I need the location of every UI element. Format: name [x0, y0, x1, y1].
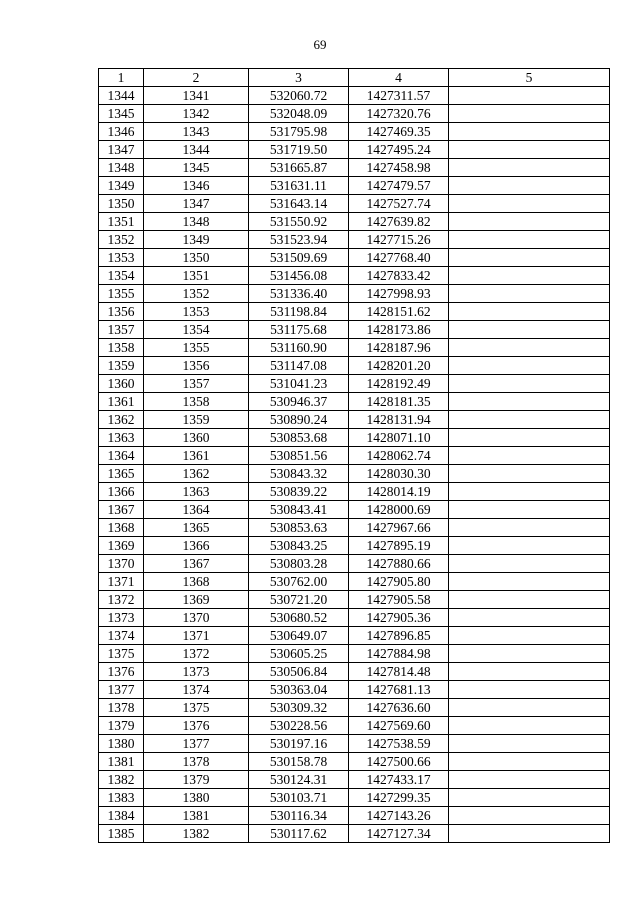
table-cell-col-4: 1428062.74 [349, 447, 449, 465]
table-cell-col-2: 1372 [144, 645, 249, 663]
table-cell-col-4: 1428181.35 [349, 393, 449, 411]
table-cell-col-4: 1427311.57 [349, 87, 449, 105]
table-cell-col-1: 1376 [99, 663, 144, 681]
table-cell-col-1: 1364 [99, 447, 144, 465]
table-row [99, 627, 610, 645]
table-cell-col-1: 1354 [99, 267, 144, 285]
table-cell-col-4: 1427768.40 [349, 249, 449, 267]
table-cell-col-4: 1427998.93 [349, 285, 449, 303]
table-cell-col-2: 1351 [144, 267, 249, 285]
table-cell-col-2: 1368 [144, 573, 249, 591]
table-cell-col-5 [449, 465, 610, 483]
table-cell-col-3: 531198.84 [249, 303, 349, 321]
table-cell-col-3: 530851.56 [249, 447, 349, 465]
table-cell-col-3: 530946.37 [249, 393, 349, 411]
table-cell-col-2: 1364 [144, 501, 249, 519]
table-row [99, 807, 610, 825]
table-cell-col-2: 1381 [144, 807, 249, 825]
table-cell-col-4: 1427814.48 [349, 663, 449, 681]
table-cell-col-1: 1367 [99, 501, 144, 519]
table-cell-col-5 [449, 411, 610, 429]
table-row [99, 771, 610, 789]
table-cell-col-2: 1345 [144, 159, 249, 177]
table-cell-col-2: 1353 [144, 303, 249, 321]
table-cell-col-1: 1352 [99, 231, 144, 249]
table-row [99, 87, 610, 105]
table-cell-col-4: 1427569.60 [349, 717, 449, 735]
table-cell-col-2: 1366 [144, 537, 249, 555]
table-cell-col-4: 1427715.26 [349, 231, 449, 249]
table-cell-col-5 [449, 213, 610, 231]
table-cell-col-2: 1354 [144, 321, 249, 339]
table-cell-col-4: 1427905.36 [349, 609, 449, 627]
table-cell-col-3: 530680.52 [249, 609, 349, 627]
table-cell-col-1: 1360 [99, 375, 144, 393]
table-cell-col-3: 530843.25 [249, 537, 349, 555]
table-row [99, 213, 610, 231]
table-cell-col-3: 530103.71 [249, 789, 349, 807]
table-cell-col-5 [449, 519, 610, 537]
table-cell-col-2: 1346 [144, 177, 249, 195]
table-cell-col-4: 1427833.42 [349, 267, 449, 285]
table-cell-col-3: 531509.69 [249, 249, 349, 267]
column-header-1: 1 [99, 69, 144, 87]
column-header-2: 2 [144, 69, 249, 87]
table-cell-col-3: 530309.32 [249, 699, 349, 717]
table-cell-col-2: 1342 [144, 105, 249, 123]
table-row [99, 429, 610, 447]
table-cell-col-3: 531665.87 [249, 159, 349, 177]
table-cell-col-2: 1361 [144, 447, 249, 465]
table-cell-col-2: 1365 [144, 519, 249, 537]
table-cell-col-1: 1346 [99, 123, 144, 141]
table-cell-col-4: 1427895.19 [349, 537, 449, 555]
table-cell-col-5 [449, 681, 610, 699]
table-row [99, 141, 610, 159]
table-cell-col-3: 530228.56 [249, 717, 349, 735]
table-cell-col-4: 1428071.10 [349, 429, 449, 447]
table-cell-col-2: 1367 [144, 555, 249, 573]
table-cell-col-4: 1428173.86 [349, 321, 449, 339]
table-cell-col-4: 1427433.17 [349, 771, 449, 789]
table-cell-col-5 [449, 159, 610, 177]
table-cell-col-3: 531523.94 [249, 231, 349, 249]
table-row [99, 825, 610, 843]
table-cell-col-5 [449, 645, 610, 663]
table-cell-col-2: 1341 [144, 87, 249, 105]
table-cell-col-2: 1382 [144, 825, 249, 843]
table-cell-col-3: 531456.08 [249, 267, 349, 285]
table-cell-col-1: 1361 [99, 393, 144, 411]
table-cell-col-3: 530117.62 [249, 825, 349, 843]
table-cell-col-2: 1369 [144, 591, 249, 609]
table-cell-col-4: 1427527.74 [349, 195, 449, 213]
table-cell-col-4: 1427884.98 [349, 645, 449, 663]
table-cell-col-1: 1377 [99, 681, 144, 699]
table-cell-col-5 [449, 555, 610, 573]
table-row [99, 591, 610, 609]
table-row [99, 411, 610, 429]
column-header-4: 4 [349, 69, 449, 87]
table-cell-col-2: 1355 [144, 339, 249, 357]
table-cell-col-1: 1345 [99, 105, 144, 123]
table-row [99, 447, 610, 465]
table-cell-col-4: 1428030.30 [349, 465, 449, 483]
table-cell-col-1: 1349 [99, 177, 144, 195]
table-cell-col-3: 530843.32 [249, 465, 349, 483]
table-cell-col-4: 1427458.98 [349, 159, 449, 177]
table-cell-col-3: 531175.68 [249, 321, 349, 339]
table-row [99, 789, 610, 807]
table-cell-col-4: 1427967.66 [349, 519, 449, 537]
table-cell-col-5 [449, 789, 610, 807]
table-cell-col-3: 530605.25 [249, 645, 349, 663]
table-cell-col-5 [449, 375, 610, 393]
table-cell-col-2: 1377 [144, 735, 249, 753]
table-cell-col-5 [449, 663, 610, 681]
table-cell-col-2: 1374 [144, 681, 249, 699]
table-cell-col-5 [449, 339, 610, 357]
table-cell-col-4: 1427469.35 [349, 123, 449, 141]
table-cell-col-4: 1428131.94 [349, 411, 449, 429]
table-cell-col-2: 1370 [144, 609, 249, 627]
table-cell-col-2: 1375 [144, 699, 249, 717]
table-cell-col-4: 1427880.66 [349, 555, 449, 573]
table-cell-col-2: 1343 [144, 123, 249, 141]
table-row [99, 393, 610, 411]
table-cell-col-1: 1385 [99, 825, 144, 843]
table-row [99, 483, 610, 501]
table-cell-col-5 [449, 825, 610, 843]
column-header-3: 3 [249, 69, 349, 87]
table-cell-col-5 [449, 87, 610, 105]
table-cell-col-5 [449, 231, 610, 249]
table-cell-col-4: 1428000.69 [349, 501, 449, 519]
table-row [99, 339, 610, 357]
table-cell-col-2: 1362 [144, 465, 249, 483]
table-cell-col-4: 1427479.57 [349, 177, 449, 195]
column-header-5: 5 [449, 69, 610, 87]
table-cell-col-4: 1428192.49 [349, 375, 449, 393]
table-cell-col-3: 531643.14 [249, 195, 349, 213]
table-row [99, 555, 610, 573]
table-cell-col-5 [449, 447, 610, 465]
table-cell-col-2: 1349 [144, 231, 249, 249]
table-cell-col-1: 1351 [99, 213, 144, 231]
table-cell-col-3: 531719.50 [249, 141, 349, 159]
table-cell-col-1: 1382 [99, 771, 144, 789]
table-cell-col-2: 1373 [144, 663, 249, 681]
table-cell-col-4: 1427896.85 [349, 627, 449, 645]
table-row [99, 267, 610, 285]
table-cell-col-4: 1427500.66 [349, 753, 449, 771]
table-cell-col-5 [449, 537, 610, 555]
table-cell-col-3: 532060.72 [249, 87, 349, 105]
table-cell-col-2: 1356 [144, 357, 249, 375]
table-cell-col-2: 1379 [144, 771, 249, 789]
table-row [99, 321, 610, 339]
table-cell-col-4: 1427320.76 [349, 105, 449, 123]
table-cell-col-2: 1357 [144, 375, 249, 393]
table-cell-col-4: 1427143.26 [349, 807, 449, 825]
table-cell-col-4: 1427905.58 [349, 591, 449, 609]
table-cell-col-3: 530124.31 [249, 771, 349, 789]
table-cell-col-4: 1427639.82 [349, 213, 449, 231]
table-cell-col-3: 530197.16 [249, 735, 349, 753]
table-row [99, 231, 610, 249]
table-cell-col-1: 1378 [99, 699, 144, 717]
table-row [99, 717, 610, 735]
table-cell-col-4: 1428187.96 [349, 339, 449, 357]
table-row [99, 123, 610, 141]
table-cell-col-4: 1427299.35 [349, 789, 449, 807]
table-cell-col-3: 531631.11 [249, 177, 349, 195]
table-row [99, 753, 610, 771]
page-number: 69 [313, 37, 327, 52]
table-cell-col-5 [449, 141, 610, 159]
table-row [99, 195, 610, 213]
table-cell-col-5 [449, 771, 610, 789]
table-row [99, 735, 610, 753]
table-cell-col-5 [449, 303, 610, 321]
table-cell-col-4: 1427495.24 [349, 141, 449, 159]
table-row [99, 357, 610, 375]
table-cell-col-1: 1357 [99, 321, 144, 339]
table-cell-col-5 [449, 735, 610, 753]
table-cell-col-1: 1369 [99, 537, 144, 555]
table-row [99, 249, 610, 267]
table-cell-col-1: 1359 [99, 357, 144, 375]
table-cell-col-4: 1427905.80 [349, 573, 449, 591]
table-row [99, 177, 610, 195]
table-cell-col-1: 1363 [99, 429, 144, 447]
table-cell-col-2: 1380 [144, 789, 249, 807]
table-cell-col-3: 531336.40 [249, 285, 349, 303]
table-cell-col-1: 1371 [99, 573, 144, 591]
table-cell-col-1: 1362 [99, 411, 144, 429]
table-cell-col-1: 1374 [99, 627, 144, 645]
table-cell-col-5 [449, 717, 610, 735]
table-row [99, 537, 610, 555]
table-cell-col-1: 1370 [99, 555, 144, 573]
table-cell-col-3: 531550.92 [249, 213, 349, 231]
table-cell-col-4: 1428201.20 [349, 357, 449, 375]
table-cell-col-5 [449, 483, 610, 501]
table-cell-col-2: 1359 [144, 411, 249, 429]
table-row [99, 663, 610, 681]
table-cell-col-3: 530721.20 [249, 591, 349, 609]
table-cell-col-1: 1353 [99, 249, 144, 267]
table-cell-col-5 [449, 177, 610, 195]
table-cell-col-5 [449, 123, 610, 141]
table-cell-col-3: 530839.22 [249, 483, 349, 501]
table-cell-col-4: 1427636.60 [349, 699, 449, 717]
coordinates-table [98, 68, 610, 843]
table-cell-col-3: 532048.09 [249, 105, 349, 123]
table-cell-col-2: 1371 [144, 627, 249, 645]
table-row [99, 375, 610, 393]
table-cell-col-3: 530803.28 [249, 555, 349, 573]
table-cell-col-5 [449, 429, 610, 447]
header-row [99, 69, 610, 87]
table-cell-col-1: 1355 [99, 285, 144, 303]
table-cell-col-1: 1375 [99, 645, 144, 663]
table-row [99, 285, 610, 303]
table-cell-col-5 [449, 285, 610, 303]
table-cell-col-4: 1427538.59 [349, 735, 449, 753]
table-cell-col-5 [449, 321, 610, 339]
table-row [99, 681, 610, 699]
table-cell-col-1: 1380 [99, 735, 144, 753]
table-cell-col-1: 1350 [99, 195, 144, 213]
table-cell-col-5 [449, 105, 610, 123]
table-cell-col-5 [449, 501, 610, 519]
table-cell-col-1: 1347 [99, 141, 144, 159]
table-cell-col-3: 530158.78 [249, 753, 349, 771]
table-cell-col-5 [449, 195, 610, 213]
table-cell-col-1: 1373 [99, 609, 144, 627]
table-row [99, 303, 610, 321]
table-cell-col-3: 530853.68 [249, 429, 349, 447]
table-cell-col-5 [449, 699, 610, 717]
table-cell-col-1: 1344 [99, 87, 144, 105]
table-cell-col-2: 1344 [144, 141, 249, 159]
table-row [99, 609, 610, 627]
table-cell-col-2: 1348 [144, 213, 249, 231]
table-cell-col-5 [449, 357, 610, 375]
table-cell-col-1: 1372 [99, 591, 144, 609]
table-cell-col-1: 1366 [99, 483, 144, 501]
table-row [99, 645, 610, 663]
table-cell-col-2: 1352 [144, 285, 249, 303]
table-row [99, 159, 610, 177]
table-cell-col-1: 1381 [99, 753, 144, 771]
table-cell-col-1: 1365 [99, 465, 144, 483]
table-cell-col-1: 1379 [99, 717, 144, 735]
table-cell-col-5 [449, 393, 610, 411]
table-header [99, 69, 610, 87]
table-cell-col-3: 531041.23 [249, 375, 349, 393]
table-cell-col-1: 1383 [99, 789, 144, 807]
table-cell-col-1: 1356 [99, 303, 144, 321]
table-row [99, 465, 610, 483]
table-cell-col-5 [449, 807, 610, 825]
table-cell-col-3: 530853.63 [249, 519, 349, 537]
table-cell-col-5 [449, 249, 610, 267]
table-row [99, 501, 610, 519]
table-row [99, 105, 610, 123]
table-cell-col-2: 1358 [144, 393, 249, 411]
table-cell-col-5 [449, 267, 610, 285]
table-cell-col-2: 1347 [144, 195, 249, 213]
table-cell-col-3: 530506.84 [249, 663, 349, 681]
table-cell-col-5 [449, 753, 610, 771]
table-cell-col-4: 1428151.62 [349, 303, 449, 321]
table-cell-col-3: 530116.34 [249, 807, 349, 825]
table-cell-col-1: 1348 [99, 159, 144, 177]
table-cell-col-4: 1427681.13 [349, 681, 449, 699]
table-row [99, 699, 610, 717]
table-cell-col-3: 530843.41 [249, 501, 349, 519]
table-cell-col-1: 1384 [99, 807, 144, 825]
table-cell-col-1: 1358 [99, 339, 144, 357]
table-cell-col-2: 1360 [144, 429, 249, 447]
table-cell-col-2: 1378 [144, 753, 249, 771]
table-cell-col-2: 1350 [144, 249, 249, 267]
table-row [99, 519, 610, 537]
table-cell-col-5 [449, 627, 610, 645]
table-cell-col-3: 531160.90 [249, 339, 349, 357]
table-cell-col-3: 530890.24 [249, 411, 349, 429]
table-cell-col-3: 530649.07 [249, 627, 349, 645]
table-cell-col-2: 1363 [144, 483, 249, 501]
table-cell-col-5 [449, 573, 610, 591]
table-cell-col-4: 1427127.34 [349, 825, 449, 843]
table-cell-col-3: 531147.08 [249, 357, 349, 375]
table-cell-col-3: 531795.98 [249, 123, 349, 141]
table-body [99, 87, 610, 843]
table-cell-col-1: 1368 [99, 519, 144, 537]
table-row [99, 573, 610, 591]
table-cell-col-5 [449, 591, 610, 609]
table-cell-col-2: 1376 [144, 717, 249, 735]
table-cell-col-3: 530762.00 [249, 573, 349, 591]
table-cell-col-3: 530363.04 [249, 681, 349, 699]
table-cell-col-4: 1428014.19 [349, 483, 449, 501]
table-cell-col-5 [449, 609, 610, 627]
